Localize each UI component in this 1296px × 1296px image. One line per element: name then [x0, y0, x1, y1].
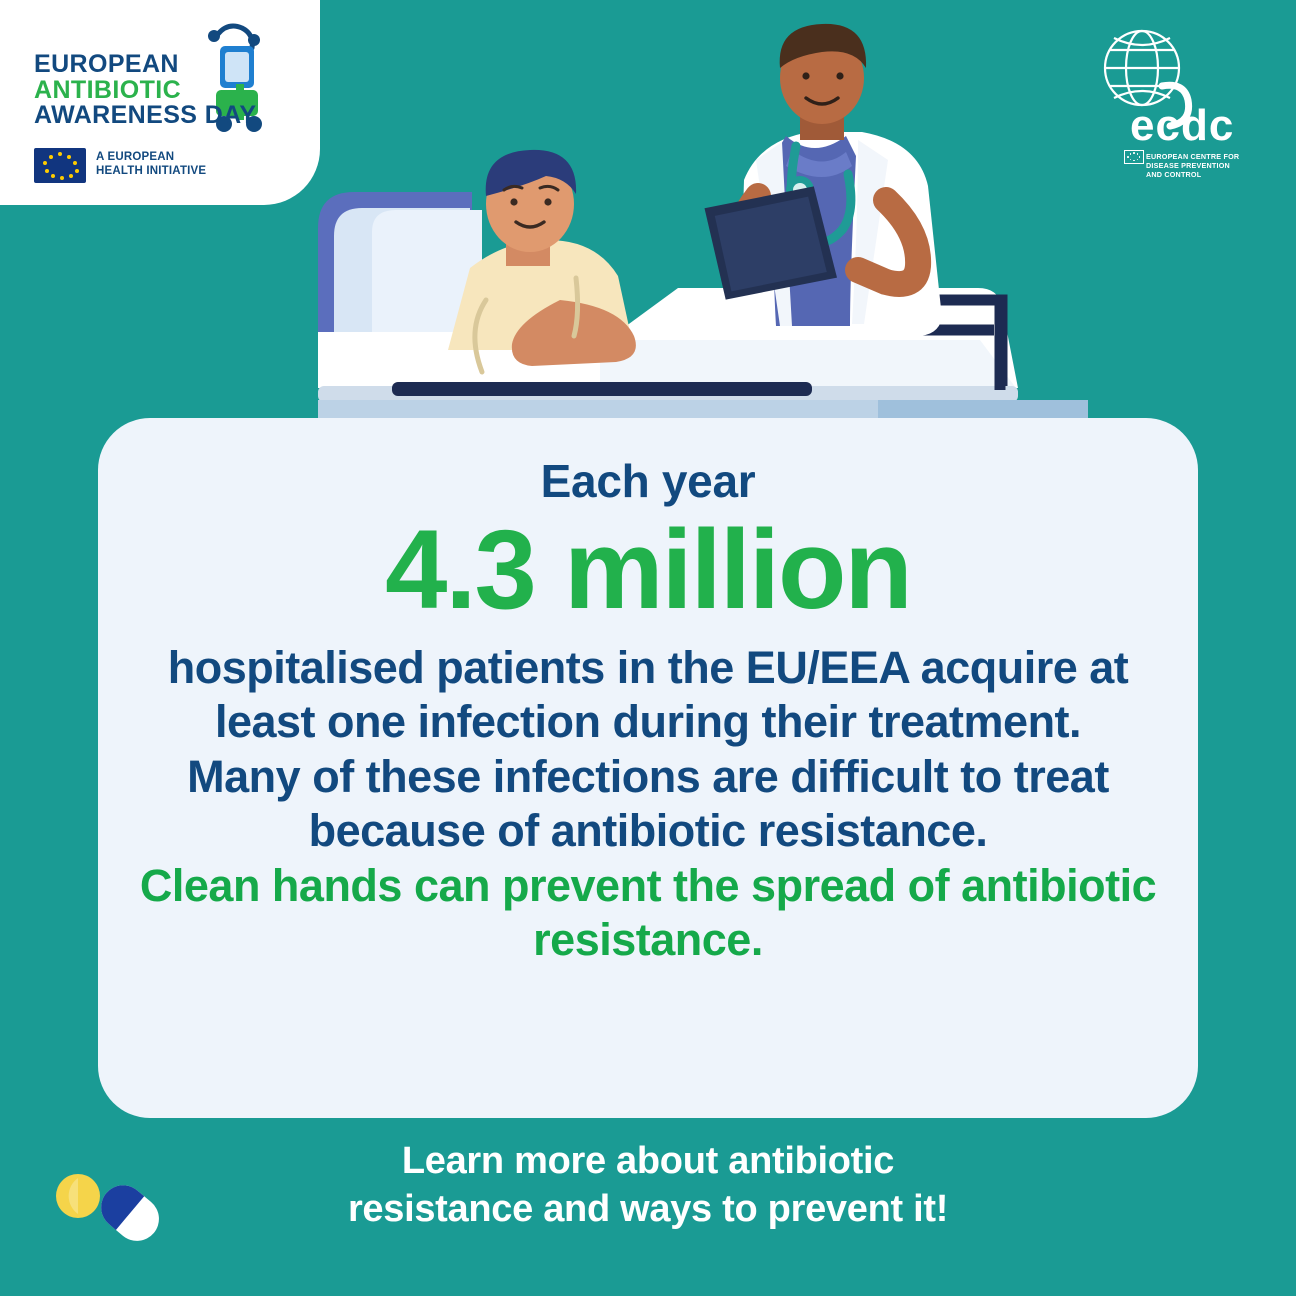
ecdc-sub-line-1: EUROPEAN CENTRE FOR: [1146, 152, 1240, 161]
logo-line-2: ANTIBIOTIC: [34, 75, 182, 104]
footer-line-1: Learn more about antibiotic: [401, 1140, 895, 1182]
hospital-bed: [318, 192, 1088, 430]
statistic-value: 4.3 million: [385, 507, 911, 632]
ecdc-logo: [1080, 28, 1260, 180]
logo-line-1: EUROPEAN: [34, 50, 179, 78]
doctor-figure: [704, 24, 942, 336]
card-body-1: hospitalised patients in the EU/EEA acquire at least one infection during their treatment.: [167, 641, 1129, 747]
eu-flag-icon: [34, 148, 86, 183]
ecdc-sub-line-2: DISEASE PREVENTION: [1146, 161, 1230, 171]
logo-line-3: AWARENESS DAY: [34, 101, 257, 129]
eu-sub-line-2: HEALTH INITIATIVE: [96, 165, 207, 178]
eu-initiative-text: [96, 150, 206, 179]
eu-sub-line-1: A EUROPEAN: [96, 151, 175, 163]
card-body-3: Clean hands can prevent the spread of antibiotic resistance.: [139, 860, 1157, 965]
card-heading: Each year: [540, 455, 756, 507]
pills-capsule-icon: [46, 1160, 186, 1270]
footer-line-2: resistance and ways to prevent it!: [347, 1187, 949, 1230]
ecdc-eu-flag-icon: [1124, 150, 1144, 164]
eaad-logo-text: [34, 52, 256, 129]
ecdc-subtitle: [1146, 152, 1239, 180]
eaad-logo-badge: [0, 0, 320, 205]
ecdc-sub-line-3: AND CONTROL: [1146, 170, 1202, 180]
message-card: [98, 418, 1198, 1118]
card-body-2: Many of these infections are difficult to treat because of antibiotic resistance.: [187, 751, 1109, 856]
footer-cta: [0, 1138, 1296, 1233]
ecdc-wordmark: ecdc: [1130, 101, 1235, 150]
